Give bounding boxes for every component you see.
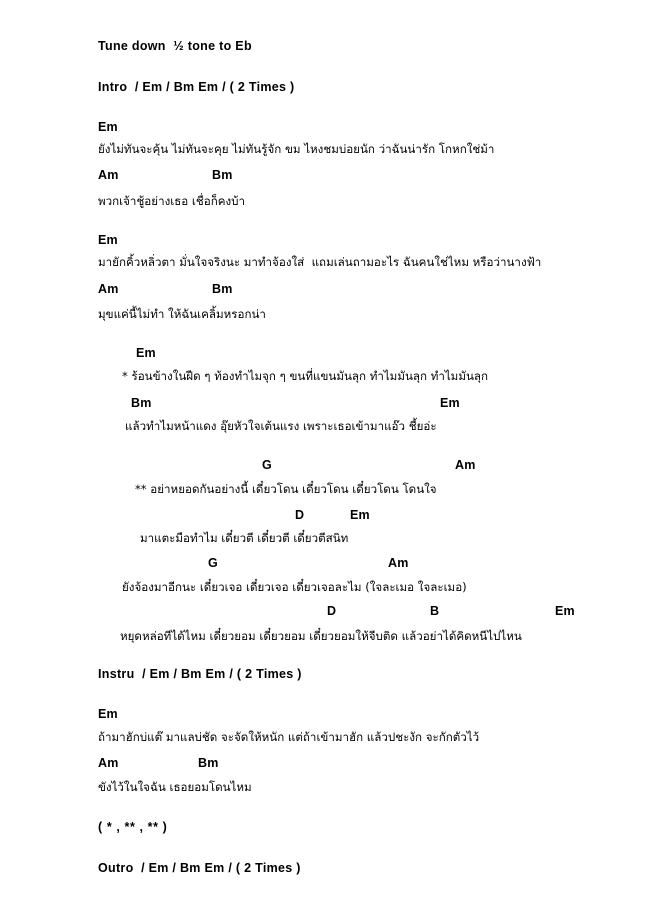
lyric-line: หยุดหล่อทีได้ไหม เดี๋ยวยอม เดี๋ยวยอม เดี๋ยวยอมให้จีบติด แล้วอย่าได้คิดหนีไปไหน	[120, 629, 522, 643]
lyric-line: แล้วทำไมหน้าแดง อุ๊ยหัวใจเต้นแรง เพราะเธอเข้ามาแอ๊ว ชี้ยอ่ะ	[125, 419, 437, 433]
chord-em: Em	[555, 604, 575, 618]
lyric-line: มายักคิ้วหลิ่วตา มั่นใจจริงนะ มาทำจ้องใส่ แถมเล่นถามอะไร ฉันคนใช่ไหม หรือว่านางฟ้า	[98, 255, 542, 269]
chord-am: Am	[455, 458, 476, 472]
lyric-line: มาแตะมือทำไม เดี๋ยวตี เดี๋ยวตี เดี๋ยวตีสนิท	[140, 531, 349, 545]
chord-d: D	[327, 604, 337, 618]
lyric-line: ขังไว้ในใจฉัน เธอยอมโดนไหม	[98, 780, 252, 794]
section-outro: Outro / Em / Bm Em / ( 2 Times )	[98, 861, 301, 875]
chord-em: Em	[136, 346, 156, 360]
chord-em: Em	[440, 396, 460, 410]
chord-b: B	[430, 604, 440, 618]
repeat-marks: ( * , ** , ** )	[98, 820, 168, 834]
section-instru: Instru / Em / Bm Em / ( 2 Times )	[98, 667, 302, 681]
lyric-line: มุขแค่นี้ไม่ทำ ให้ฉันเคลิ้มหรอกน่า	[98, 307, 266, 321]
lyric-line: ยังไม่ทันจะคุ้น ไม่ทันจะคุย ไม่ทันรู้จัก ขม ไหงชมบ่อยนัก ว่าฉันน่ารัก โกหกใช่ม้า	[98, 142, 495, 156]
chord-am: Am	[98, 282, 119, 296]
chord-bm: Bm	[212, 168, 233, 182]
chord-am: Am	[388, 556, 409, 570]
chord-bm: Bm	[131, 396, 152, 410]
chord-em: Em	[98, 120, 118, 134]
chord-g: G	[262, 458, 272, 472]
lyric-line: ถ้ามาฮักบ่แต๊ มาแลบ่ชัด จะจัดให้หนัก แต่ถ้าเข้ามาฮัก แล้วปชะงัก จะกักตัวไว้	[98, 730, 480, 744]
section-intro: Intro / Em / Bm Em / ( 2 Times )	[98, 80, 295, 94]
lyric-line: ยังจ้องมาอีกนะ เดี๋ยวเจอ เดี๋ยวเจอ เดี๋ยวเจอละไม (ใจละเมอ ใจละเมอ)	[122, 580, 467, 594]
chord-g: G	[208, 556, 218, 570]
tuning-note: Tune down ½ tone to Eb	[98, 39, 252, 53]
chord-bm: Bm	[212, 282, 233, 296]
lyric-line: พวกเจ้าชู้อย่างเธอ เชื่อก็คงบ้า	[98, 194, 246, 208]
chord-bm: Bm	[198, 756, 219, 770]
chord-d: D	[295, 508, 305, 522]
chord-am: Am	[98, 168, 119, 182]
chord-em: Em	[350, 508, 370, 522]
lyric-line: * ร้อนข้างในฝืด ๆ ท้องทำไมจุก ๆ ขนที่แขนมันลุก ทำไมมันลุก ทำไมมันลุก	[122, 369, 489, 383]
chord-em: Em	[98, 707, 118, 721]
lyric-line: ** อย่าหยอดกันอย่างนี้ เดี๋ยวโดน เดี๋ยวโดน เดี๋ยวโดน โดนใจ	[135, 482, 437, 496]
chord-em: Em	[98, 233, 118, 247]
chord-am: Am	[98, 756, 119, 770]
